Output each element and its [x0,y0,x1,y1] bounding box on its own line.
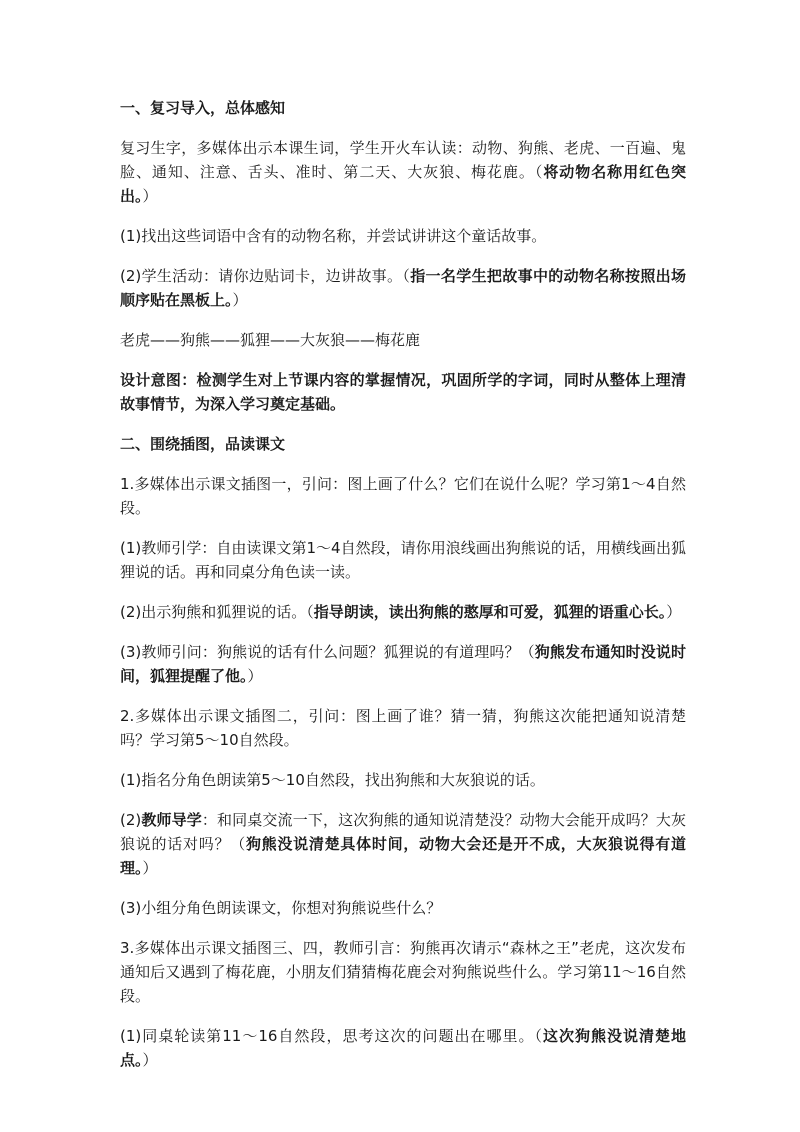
paragraph-illustration-2: 2.多媒体出示课文插图二，引问：图上画了谁？猜一猜，狗熊这次能把通知说清楚吗？学习第5～10自然段。 [120,707,686,749]
guide-close: ） [142,859,158,877]
paragraph-group-reading: (3)小组分角色朗读课文，你想对狗熊说些什么？ [120,899,442,917]
section-heading-1: 一、复习导入，总体感知 [120,99,286,117]
partner-text: (1)同桌轮读第11～16自然段，思考这次的问题出在哪里。（ [120,1027,543,1045]
paragraph-design-intent: 设计意图：检测学生对上节课内容的掌握情况，巩固所学的字词，同时从整体上理清故事情节，为深入学习奠定基础。 [120,371,686,413]
activity-text: (2)学生活动：请你边贴词卡，边讲故事。（ [120,267,411,285]
review-close: ） [142,187,158,205]
paragraph-teacher-guide-1: (1)教师引学：自由读课文第1～4自然段，请你用浪线画出狗熊说的话，用横线画出狐狸说的话。再和同桌分角色读一读。 [120,539,686,581]
partner-close: ） [142,1051,158,1069]
dialogue-close: ） [666,603,682,621]
paragraph-teacher-guide-2 [120,808,686,880]
paragraph-show-dialogue [120,600,686,624]
document-page [120,96,686,1088]
activity-close: ） [232,291,248,309]
paragraph-role-reading: (1)指名分角色朗读第5～10自然段，找出狗熊和大灰狼说的话。 [120,771,545,789]
question-close: ） [247,667,263,685]
question-text: (3)教师引问：狗熊说的话有什么问题？狐狸说的有道理吗？（ [120,643,535,661]
paragraph-student-activity [120,264,686,312]
section-heading-2: 二、围绕插图，品读课文 [120,435,286,453]
paragraph-teacher-question-1 [120,640,686,688]
paragraph-find-animals: (1)找出这些词语中含有的动物名称，并尝试讲讲这个童话故事。 [120,227,547,245]
guide-label: 教师导学 [141,811,202,829]
paragraph-partner-reading [120,1024,686,1072]
paragraph-illustration-1: 1.多媒体出示课文插图一，引问：图上画了什么？它们在说什么呢？学习第1～4自然段。 [120,475,686,517]
partner-note: 这次狗熊没说清楚地点。 [120,1027,686,1069]
review-note: 将动物名称用红色突出。 [120,163,686,205]
review-text: 复习生字，多媒体出示本课生词，学生开火车认读：动物、狗熊、老虎、一百遍、鬼脸、通知、注意、舌头、准时、第二天、大灰狼、梅花鹿。（ [120,139,686,181]
guide-text: ：和同桌交流一下，这次狗熊的通知说清楚没？动物大会能开成吗？大灰狼说的话对吗？（ [120,811,686,853]
question-note: 狗熊发布通知时没说时间，狐狸提醒了他。 [120,643,686,685]
guide-prefix: (2) [120,811,142,829]
dialogue-text: (2)出示狗熊和狐狸说的话。（ [120,603,314,621]
guide-note: 狗熊没说清楚具体时间，动物大会还是开不成，大灰狼说得有道理。 [120,835,686,877]
dialogue-note: 指导朗读，读出狗熊的憨厚和可爱，狐狸的语重心长。 [313,603,667,621]
paragraph-animal-order: 老虎——狗熊——狐狸——大灰狼——梅花鹿 [120,331,421,349]
paragraph-illustration-3-4: 3.多媒体出示课文插图三、四，教师引言：狗熊再次请示“森林之王”老虎，这次发布通知后又遇到了梅花鹿，小朋友们猜猜梅花鹿会对狗熊说些什么。学习第11～16自然段。 [120,939,686,1005]
activity-note: 指一名学生把故事中的动物名称按照出场顺序贴在黑板上。 [120,267,686,309]
paragraph-review [120,136,686,208]
